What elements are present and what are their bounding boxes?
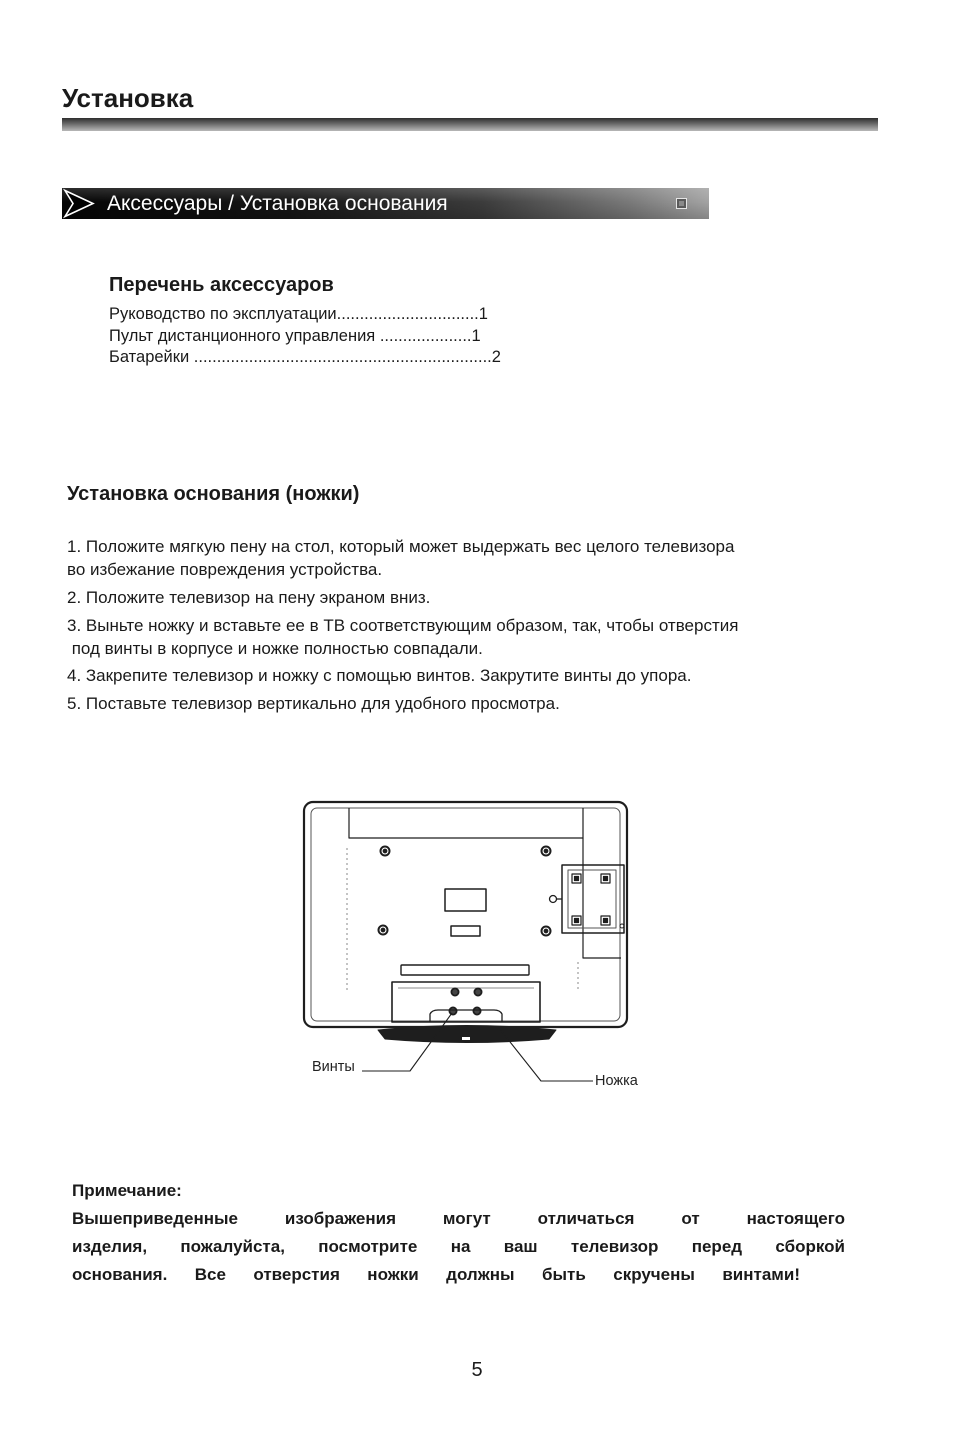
step-line: во избежание повреждения устройства.	[67, 560, 383, 579]
accessory-item-remote: Пульт дистанционного управления ....................1	[109, 326, 481, 345]
step-line: 3. Выньте ножку и вставьте ее в ТВ соответствующим образом, так, чтобы отверстия	[67, 616, 739, 635]
step-line: 1. Положите мягкую пену на стол, который может выдержать вес целого телевизора	[67, 537, 735, 556]
accessory-item-manual: Руководство по эксплуатации...............................1	[109, 305, 488, 323]
title-divider-bar	[62, 118, 878, 131]
installation-heading: Установка основания (ножки)	[67, 483, 360, 505]
page-number: 5	[471, 1359, 483, 1381]
accessory-item-batteries: Батарейки .................................................................2	[109, 348, 501, 366]
step-line: 2. Положите телевизор на пену экраном вниз.	[67, 588, 431, 607]
note-line: изделия, пожалуйста, посмотрите на ваш телевизор перед сборкой	[72, 1237, 845, 1256]
section-banner	[62, 188, 709, 219]
installation-step-5	[67, 692, 560, 715]
stand-base	[378, 1026, 556, 1043]
tv-body-outline	[304, 802, 627, 1027]
screws-label: Винты	[312, 1059, 355, 1075]
stand-label: Ножка	[595, 1073, 638, 1089]
tv-back-diagram	[295, 795, 660, 1095]
step-line: 5. Поставьте телевизор вертикально для удобного просмотра.	[67, 694, 560, 713]
note-line: Вышеприведенные изображения могут отличаться от настоящего	[72, 1209, 845, 1228]
installation-step-1	[67, 535, 734, 581]
step-line: 4. Закрепите телевизор и ножку с помощью винтов. Закрутите винты до упора.	[67, 666, 692, 685]
installation-step-2	[67, 586, 430, 609]
note-title: Примечание:	[72, 1181, 182, 1200]
note-line: основания. Все отверстия ножки должны быть скручены винтами!	[72, 1265, 800, 1284]
installation-step-3	[67, 614, 738, 660]
chevron-right-icon	[62, 188, 102, 219]
note-body	[72, 1205, 845, 1289]
section-banner-label: Аксессуары / Установка основания	[107, 192, 448, 215]
installation-step-4	[67, 664, 691, 687]
page-title: Установка	[62, 83, 194, 113]
accessories-list	[109, 304, 501, 369]
square-icon	[676, 198, 687, 209]
step-line: под винты в корпусе и ножке полностью совпадали.	[67, 639, 483, 658]
accessories-heading: Перечень аксессуаров	[109, 274, 334, 296]
